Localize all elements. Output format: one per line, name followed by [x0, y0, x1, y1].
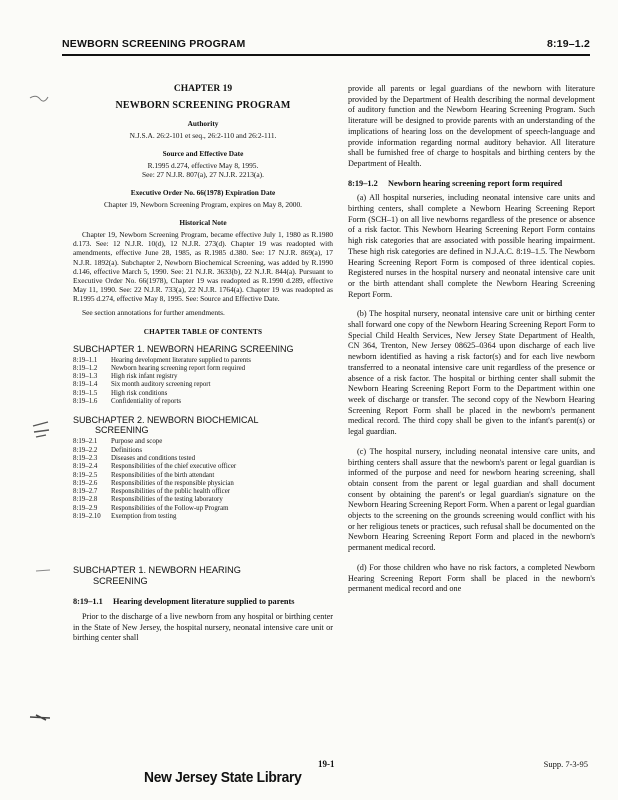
section-1-1-heading	[73, 597, 333, 608]
toc-entry-number: 8:19–2.5	[73, 471, 98, 479]
scan-mark-icon	[28, 712, 52, 722]
toc-entry-title: Responsibilities of the public health officer	[111, 488, 231, 496]
toc-entry	[73, 488, 333, 496]
toc-entry	[73, 505, 333, 513]
authority-heading: Authority	[187, 119, 219, 129]
chapter-title: NEWBORN SCREENING PROGRAM	[115, 99, 291, 111]
subchapter-1-line-1: SUBCHAPTER 1. NEWBORN HEARING	[73, 565, 241, 576]
toc-entry	[73, 438, 333, 446]
toc-entry	[73, 455, 333, 463]
toc-entry	[73, 472, 333, 480]
toc-entry-title: High risk infant registry	[111, 373, 178, 381]
toc-subchapter-2-list	[73, 438, 333, 521]
section-title: Hearing development literature supplied to parents	[113, 597, 295, 607]
section-1-1-continued: provide all parents or legal guardians of the newborn with literature provided by the Department of Health describing the normal development of auditory function and the Newborn Hearing Screening Program. Such literature will be designed to provide parents with an understanding of the implications of hearing loss on the development of speech-language and provide information regarding normal auditory behavior. All literature shall be furnished free of charge to hospitals and birthing centers by the Department of Health.	[348, 84, 595, 168]
running-header	[62, 38, 590, 56]
toc-entry	[73, 357, 333, 365]
toc-entry-title: Hearing development literature supplied to parents	[111, 356, 251, 364]
section-1-1-text: Prior to the discharge of a live newborn from any hospital or birthing center in the State of New Jersey, the hospital nursery, neonatal intensive care unit or birthing center shall	[73, 612, 333, 643]
toc-entry-title: Responsibilities of the chief executive officer	[111, 463, 237, 471]
see-section-note: See section annotations for further amendments.	[82, 307, 225, 317]
right-column	[348, 84, 595, 595]
toc-subchapter-1-list	[73, 357, 333, 407]
subchapter-1-line-2: SCREENING	[93, 576, 148, 587]
toc-entry	[73, 480, 333, 488]
toc-entry-number: 8:19–1.4	[73, 381, 98, 389]
toc-entry-title: Newborn hearing screening report form required	[111, 364, 246, 372]
section-number: 8:19–1.1	[73, 597, 103, 607]
toc-entry-title: Purpose and scope	[111, 438, 163, 446]
toc-entry-title: Exemption from testing	[111, 513, 177, 521]
toc-entry-number: 8:19–2.4	[73, 463, 98, 471]
source-heading: Source and Effective Date	[162, 149, 244, 159]
toc-entry-number: 8:19–1.5	[73, 389, 98, 397]
section-title: Newborn hearing screening report form required	[388, 178, 563, 188]
header-title: NEWBORN SCREENING PROGRAM	[62, 38, 246, 50]
section-number: 8:19–1.2	[348, 178, 378, 188]
chapter-number: CHAPTER 19	[173, 84, 233, 94]
paragraph-d: (d) For those children who have no risk factors, a completed Newborn Hearing Screening Report Form shall be placed in the newborn's permanent medical record and one	[348, 562, 595, 594]
scan-mark-icon	[28, 92, 50, 104]
historical-note-heading: Historical Note	[179, 218, 227, 228]
section-1-2-heading	[348, 179, 595, 190]
toc-entry-title: Responsibilities of the birth attendant	[111, 471, 215, 479]
executive-order-text: Chapter 19, Newborn Screening Program, expires on May 8, 2000.	[103, 200, 303, 210]
toc-entry-number: 8:19–1.6	[73, 398, 98, 406]
toc-entry-title: Confidentiality of reports	[111, 398, 182, 406]
toc-entry	[73, 365, 333, 373]
toc-entry-number: 8:19–2.3	[73, 454, 98, 462]
toc-entry	[73, 463, 333, 471]
left-column	[73, 84, 333, 644]
authority-text: N.J.S.A. 26:2-101 et seq., 26:2-110 and 26:2-111.	[129, 131, 277, 141]
scan-mark-icon	[30, 420, 52, 440]
toc-entry	[73, 496, 333, 504]
paragraph-a: (a) All hospital nurseries, including neonatal intensive care units and birthing centers, shall complete a Newborn Hearing Screening Report Form (SCH–1) on all live newborns regardless of the presence or absence of a risk factor. This Newborn Hearing Screening Report Form contains high risk categories that are associated with possible hearing impairment. These high risk categories are defined in N.J.A.C. 8:19–1.5. The Newborn Hearing Screening Report Form is composed of three identical copies. Registered nurses in the hospital nursery and neonatal intensive care unit or the birth attendant shall complete the Newborn Hearing Screening Report Form.	[348, 193, 595, 299]
toc-entry	[73, 513, 333, 521]
scan-mark-icon	[34, 566, 52, 576]
toc-entry	[73, 381, 333, 389]
toc-entry-number: 8:19–2.8	[73, 496, 98, 504]
toc-entry-title: Six month auditory screening report	[111, 381, 211, 389]
page-number: 19-1	[318, 759, 335, 769]
toc-subchapter-2-line-1: SUBCHAPTER 2. NEWBORN BIOCHEMICAL	[73, 415, 259, 426]
paragraph-b: (b) The hospital nursery, neonatal intensive care unit or birthing center shall forward one copy of the Newborn Hearing Screening Report Form to Special Child Health Services, New Jersey State Department of Health, CN 364, Trenton, New Jersey 08625–0364 upon discharge of each live newborn identified as having a risk factor(s) and for each live newborn transferred to a neonatal intensive care unit regardless of the presence or absence of a risk factor. The hospital or birthing center shall submit the Newborn Hearing Screening Report Form to the Department within one week of discharge or transfer. The second copy of the Newborn Hearing Screening Report Form shall be placed in the newborn's permanent medical record. The third copy shall be given to the infant's parent(s) or legal guardian.	[348, 309, 595, 437]
toc-entry-number: 8:19–2.1	[73, 438, 98, 446]
toc-entry	[73, 447, 333, 455]
toc-entry	[73, 398, 333, 406]
toc-entry-number: 8:19–1.1	[73, 356, 98, 364]
toc-subchapter-2-line-2: SCREENING	[95, 425, 149, 436]
supplement-date: Supp. 7-3-95	[543, 759, 588, 769]
toc-subchapter-1-heading: SUBCHAPTER 1. NEWBORN HEARING SCREENING	[73, 343, 294, 354]
toc-entry-number: 8:19–2.9	[73, 504, 98, 512]
toc-entry-title: Responsibilities of the responsible physician	[111, 479, 234, 487]
toc-entry-number: 8:19–2.6	[73, 479, 98, 487]
source-text-2: See: 27 N.J.R. 807(a), 27 N.J.R. 2213(a).	[142, 170, 264, 180]
toc-entry-number: 8:19–1.3	[73, 373, 98, 381]
historical-note-text: Chapter 19, Newborn Screening Program, became effective July 1, 1980 as R.1980 d.173. See: 12 N.J.R. 10(d), 12 N.J.R. 273(d). Chapter 19 was readopted with amendments, effective June 28, 1985, as R.1985 d.380. See: 17 N.J.R. 869(a), 17 N.J.R. 1892(a). Subchapter 2, Newborn Biochemical Screening, was added by R.1990 d.146, effective March 5, 1990. See: 21 N.J.R. 3633(b), 22 N.J.R. 844(a). Pursuant to Executive Order No. 66(1978), Chapter 19 was readopted as R.1990 d.289, effective May 11, 1990. See: 22 N.J.R. 733(a), 22 N.J.R. 1764(a). Chapter 19 was readopted as R.1995 d.274, effective May 8, 1995. See: Source and Effective Date.	[73, 230, 333, 304]
source-text-1: R.1995 d.274, effective May 8, 1995.	[147, 161, 259, 171]
toc-subchapter-2-heading	[73, 415, 333, 435]
toc-entry-title: Responsibilities of the Follow-up Program	[111, 504, 229, 512]
toc-entry-title: High risk conditions	[111, 389, 168, 397]
paragraph-c: (c) The hospital nursery, including neonatal intensive care units, and birthing centers shall assure that the newborn's parent or legal guardian is informed of the purpose and need for newborn hearing screening, shall obtain consent from the parent or legal guardian and shall document consent by obtaining the parent's or legal guardian's signature on the Newborn Hearing Screening Report Form. When a parent or legal guardian objects to the screening on the grounds screening would conflict with his or her religious tenets or practices, such refusal shall be documented on the Newborn Hearing Screening Report Form and placed in the newborn's permanent medical record.	[348, 446, 595, 553]
toc-entry-number: 8:19–2.2	[73, 446, 98, 454]
toc-entry-title: Responsibilities of the testing laboratory	[111, 496, 223, 504]
toc-entry	[73, 390, 333, 398]
toc-entry	[73, 373, 333, 381]
toc-entry-title: Diseases and conditions tested	[111, 454, 196, 462]
library-stamp: New Jersey State Library	[144, 769, 302, 786]
subchapter-1-heading	[73, 565, 333, 587]
table-of-contents-heading: CHAPTER TABLE OF CONTENTS	[143, 327, 263, 336]
toc-entry-number: 8:19–2.10	[73, 513, 101, 521]
header-section-range: 8:19–1.2	[546, 38, 590, 50]
toc-entry-number: 8:19–1.2	[73, 364, 98, 372]
executive-order-heading: Executive Order No. 66(1978) Expiration Date	[130, 188, 276, 198]
toc-entry-title: Definitions	[111, 446, 143, 454]
toc-entry-number: 8:19–2.7	[73, 488, 98, 496]
